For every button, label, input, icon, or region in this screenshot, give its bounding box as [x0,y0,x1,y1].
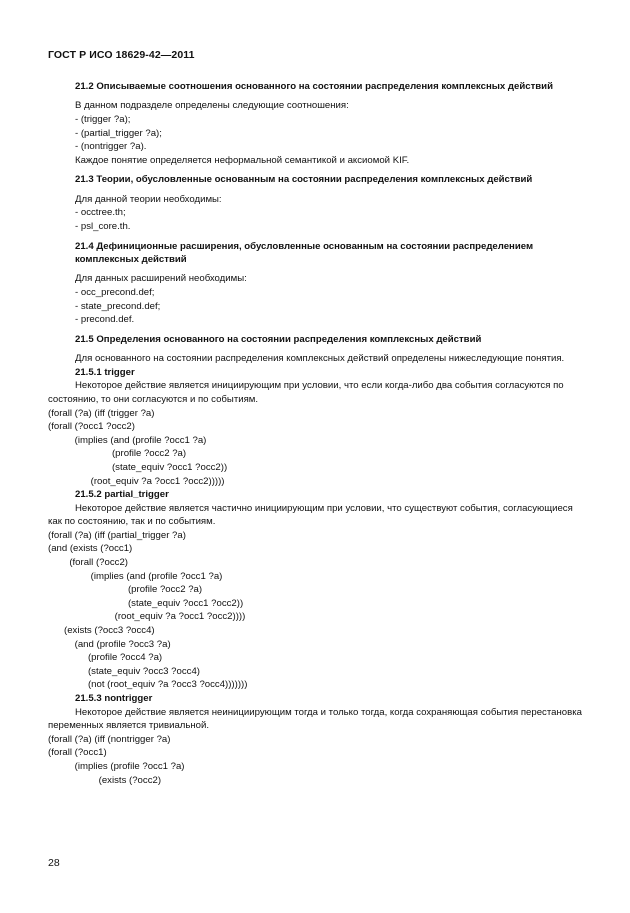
paragraph: Для данной теории необходимы: [75,193,222,205]
code-line: (profile ?occ2 ?a) [48,448,187,460]
code-line: (forall (?a) (iff (trigger ?a) [48,407,155,419]
list-item: - state_precond.def; [75,300,161,312]
heading-21-3: 21.3 Теории, обусловленные основанным на состоянии распределения комплексных действий [75,174,533,186]
code-line: (not (root_equiv ?a ?occ3 ?occ4))))))) [48,679,248,691]
paragraph: Каждое понятие определяется неформальной семантикой и аксиомой KIF. [75,154,410,166]
paragraph: В данном подразделе определены следующие соотношения: [75,100,349,112]
code-line: (profile ?occ2 ?a) [48,584,203,596]
heading-21-5-2: 21.5.2 partial_trigger [75,489,169,501]
code-line: (root_equiv ?a ?occ1 ?occ2)))) [48,611,246,623]
code-line: (forall (?occ2) [48,557,128,569]
code-line: (exists (?occ2) [48,774,162,786]
code-line: (implies (profile ?occ1 ?a) [48,760,185,772]
paragraph: Некоторое действие является частично инициирующим при условии, что существуют события, согласующиеся как по состоянию, так и по событиям. [48,502,573,528]
paragraph: Для данных расширений необходимы: [75,273,247,285]
code-line: (forall (?a) (iff (nontrigger ?a) [48,733,171,745]
code-line: (implies (and (profile ?occ1 ?a) [48,434,207,446]
list-item: - (partial_trigger ?a); [75,127,162,139]
document-header: ГОСТ Р ИСО 18629-42—2011 [48,49,195,61]
list-item: - precond.def. [75,314,135,326]
page-number: 28 [48,857,60,869]
code-line: (forall (?occ1 ?occ2) [48,421,135,433]
list-item: - occ_precond.def; [75,286,155,298]
code-line: (exists (?occ3 ?occ4) [48,625,155,637]
heading-21-4: 21.4 Дефиниционные расширения, обусловленные основанным на состоянии распределением комплексных действий [75,240,534,265]
code-line: (state_equiv ?occ3 ?occ4) [48,665,200,677]
paragraph: Для основанного на состоянии распределения комплексных действий определены нижеследующие понятия. [75,353,565,365]
code-line: (forall (?occ1) [48,747,107,759]
list-item: - (trigger ?a); [75,114,131,125]
code-line: (state_equiv ?occ1 ?occ2)) [48,597,244,609]
heading-21-2: 21.2 Описываемые соотношения основанного на состоянии распределения комплексных действий [75,81,553,92]
code-line: (and (profile ?occ3 ?a) [48,638,171,650]
code-line: (state_equiv ?occ1 ?occ2)) [48,461,228,473]
code-line: (profile ?occ4 ?a) [48,652,163,664]
heading-21-5: 21.5 Определения основанного на состоянии распределения комплексных действий [75,333,482,345]
heading-21-5-1: 21.5.1 trigger [75,366,135,378]
list-item: - occtree.th; [75,207,126,219]
paragraph: Некоторое действие является неинициирующим тогда и только тогда, когда сохраняющая события перестановка переменных является тривиальной. [48,706,582,732]
code-line: (implies (and (profile ?occ1 ?a) [48,570,223,582]
page-content [48,80,586,787]
code-line: (forall (?a) (iff (partial_trigger ?a) [48,529,186,541]
list-item: - psl_core.th. [75,220,131,232]
code-line: (root_equiv ?a ?occ1 ?occ2))))) [48,475,225,487]
heading-21-5-3: 21.5.3 nontrigger [75,693,153,704]
paragraph: Некоторое действие является инициирующим при условии, что если когда-либо два события согласуются по состоянию, то они согласуются и по событиям. [48,380,564,405]
list-item: - (nontrigger ?a). [75,141,147,153]
code-line: (and (exists (?occ1) [48,543,133,555]
